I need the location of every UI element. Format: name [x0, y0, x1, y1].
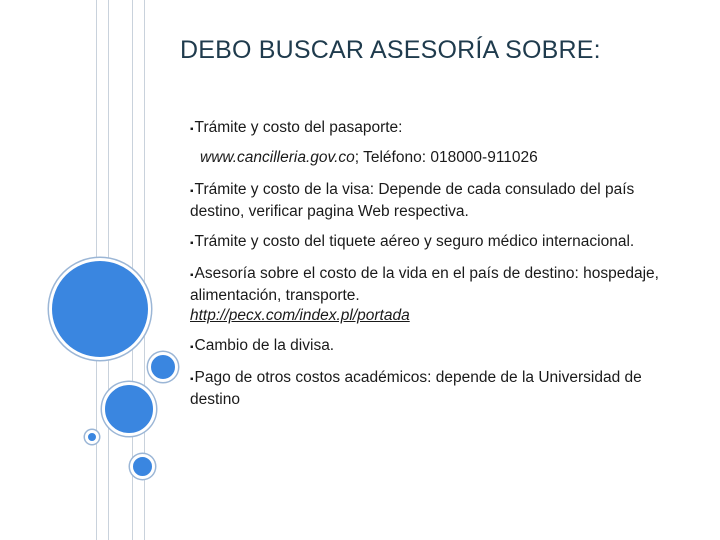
decor-circle-bottom	[130, 454, 155, 479]
bullet-icon: ▪	[190, 124, 194, 135]
slide-title: DEBO BUSCAR ASESORÍA SOBRE:	[180, 36, 601, 64]
bullet-icon: ▪	[190, 270, 194, 281]
portal-link[interactable]: http://pecx.com/index.pl/portada	[190, 307, 410, 324]
slide-content	[190, 118, 660, 420]
phone-text: ; Teléfono: 018000-911026	[354, 149, 538, 166]
list-item: ▪Trámite y costo del pasaporte:	[190, 119, 403, 136]
list-item: ▪Trámite y costo del tiquete aéreo y seguro médico internacional.	[190, 233, 635, 250]
bullet-icon: ▪	[190, 238, 194, 249]
decor-circle-large	[49, 258, 151, 360]
decor-circle-medium	[102, 382, 156, 436]
passport-contact-line	[190, 148, 660, 168]
bullet-icon: ▪	[190, 342, 194, 353]
list-item: ▪Asesoría sobre el costo de la vida en el país de destino: hospedaje, alimentación, transporte. http://pecx.com/index.pl/portada	[190, 265, 659, 324]
list-item: ▪Trámite y costo de la visa: Depende de cada consulado del país destino, verificar pagina Web respectiva.	[190, 181, 635, 220]
decor-circle-small	[148, 352, 178, 382]
website-text: www.cancilleria.gov.co	[200, 149, 355, 166]
bullet-icon: ▪	[190, 186, 194, 197]
list-item: ▪Cambio de la divisa.	[190, 337, 335, 354]
decor-circle-dot	[85, 430, 99, 444]
bullet-icon: ▪	[190, 374, 194, 385]
list-item: ▪Pago de otros costos académicos: depende de la Universidad de destino	[190, 369, 642, 408]
